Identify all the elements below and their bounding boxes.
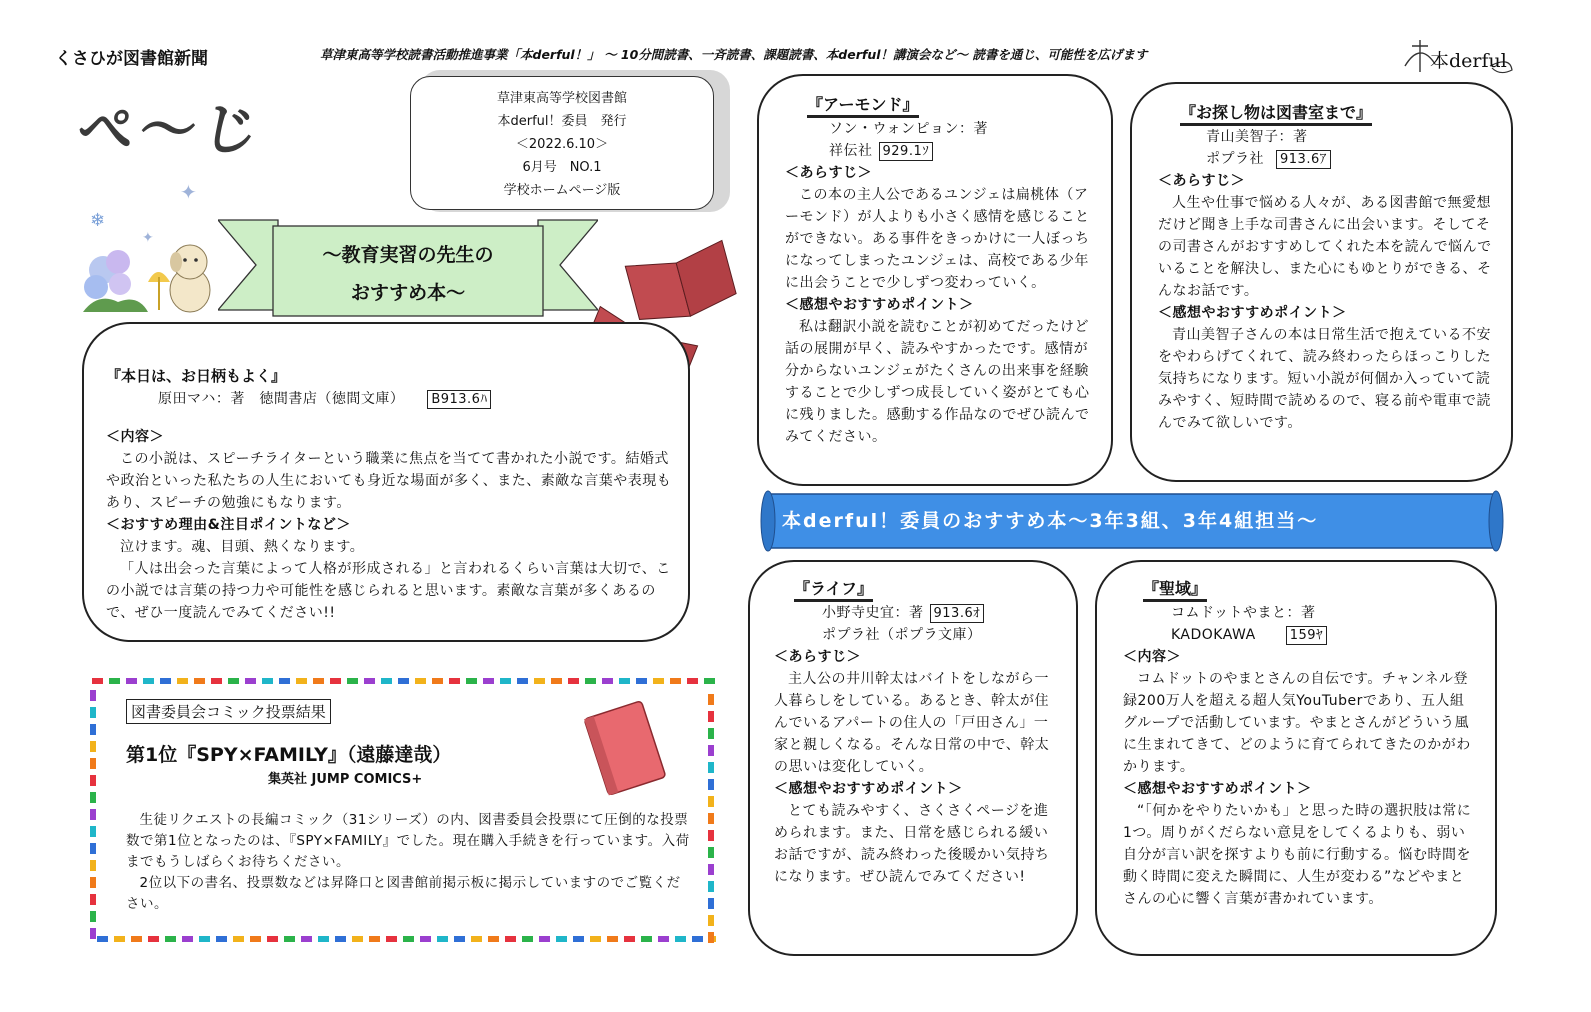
recommend-banner-text: 本derful！委員のおすすめ本～3年3組、3年4組担当～ [782, 510, 1319, 532]
confetti-piece [126, 678, 137, 684]
honderful-logo [1400, 36, 1520, 78]
sparkle-icon: ✦ [180, 180, 197, 204]
section-heading: ＜感想やおすすめポイント＞ [785, 297, 974, 313]
issue-date: ＜2022.6.10＞ [515, 137, 609, 152]
confetti-piece [284, 936, 295, 942]
confetti-piece [590, 936, 601, 942]
recommend-banner [756, 488, 1508, 554]
confetti-piece [330, 678, 341, 684]
book-title: 『聖域』 [1123, 576, 1475, 602]
confetti-piece [483, 678, 494, 684]
confetti-piece [90, 809, 96, 820]
book-card-honjitsu [82, 322, 690, 642]
book-author-publisher: 原田マハ：著 徳間書店（徳間文庫） [158, 391, 405, 407]
confetti-piece [636, 678, 647, 684]
confetti-piece [90, 911, 96, 922]
confetti-piece [708, 881, 714, 892]
book-author: ソン・ウォンピョン：著 [829, 121, 988, 137]
confetti-piece [301, 936, 312, 942]
confetti-piece [708, 830, 714, 841]
confetti-piece [381, 678, 392, 684]
book-card-life [748, 560, 1078, 956]
dog-icon [170, 245, 210, 312]
call-number: B913.6ﾊ [427, 390, 491, 409]
confetti-piece [90, 894, 96, 905]
book-summary: この本の主人公であるユンジェは扁桃体（アーモンド）が人よりも小さく感情を感じることができない。ある事件をきっかけに一人ぼっちになってしまったユンジェは、高校である少年に出会うことで少しずつ変わっていく。 [785, 187, 1090, 291]
sparkle-small-icon: ✦ [142, 230, 154, 246]
book-publisher: 祥伝社 [829, 143, 873, 159]
confetti-piece [182, 936, 193, 942]
confetti-piece [97, 936, 108, 942]
issue-info-line: 本derful！委員 発行 [497, 114, 627, 129]
newsletter-name: くさひが図書館新聞 [55, 49, 208, 69]
confetti-piece [415, 678, 426, 684]
confetti-piece [398, 678, 409, 684]
book-publisher: KADOKAWA [1171, 627, 1256, 643]
ribbon-line-2: おすすめ本～ [350, 282, 466, 304]
book-publisher-line [785, 140, 1095, 162]
confetti-piece [449, 678, 460, 684]
book-meta [106, 388, 676, 410]
section-heading: ＜おすすめ理由&注目ポイントなど＞ [106, 517, 351, 533]
confetti-piece [90, 826, 96, 837]
confetti-piece [90, 928, 96, 939]
confetti-piece [313, 678, 324, 684]
snowflake-icon: ❄ [90, 210, 106, 231]
book-author-line [774, 602, 1060, 624]
call-number: 913.6ｵ [930, 604, 985, 623]
header-tagline: 草津東高等学校読書活動推進事業「本derful！」 ～ 10分間読書、一斉読書、課題読書、本derful！講演会など～ 読書を通じ、可能性を広げます [320, 47, 1148, 62]
book-review: 私は翻訳小説を読むことが初めてだったけど話の展開が早く、読みやすかったです。感情が分からないユンジェがたくさんの出来事を経験することで少しずつ成長していく姿がとても心に残りました。感動する作品なのでぜひ読んでみてください。 [785, 319, 1090, 445]
confetti-piece [160, 678, 171, 684]
section-heading: ＜あらすじ＞ [785, 165, 872, 181]
confetti-piece [318, 936, 329, 942]
confetti-piece [109, 678, 120, 684]
confetti-piece [708, 728, 714, 739]
book-title: 『お探し物は図書室まで』 [1158, 100, 1492, 126]
confetti-piece [92, 678, 103, 684]
book-card-almond [757, 74, 1113, 486]
masthead-title-text: ぺ～じ [73, 97, 269, 163]
book-summary: 人生や仕事で悩める人々が、ある図書館で無愛想だけど聞き上手な司書さんに出会います。そしてその司書さんがおすすめしてくれた本を読んで悩んでいることを解決し、また心にもゆとりができる、そんなお話です。 [1158, 195, 1492, 299]
book-publisher: ポプラ社 [1206, 151, 1264, 167]
confetti-piece [708, 779, 714, 790]
confetti-piece [641, 936, 652, 942]
confetti-piece [675, 936, 686, 942]
comic-rank-title: 第1位『SPY×FAMILY』（遠藤達哉） [126, 744, 452, 766]
issue-info-line: 草津東高等学校図書館 [496, 91, 627, 106]
confetti-piece [708, 813, 714, 824]
section-heading: ＜内容＞ [1123, 649, 1181, 665]
confetti-piece [704, 678, 715, 684]
confetti-piece [90, 792, 96, 803]
confetti-piece [708, 745, 714, 756]
call-number: 929.1ｿ [879, 142, 934, 161]
confetti-piece [347, 678, 358, 684]
confetti-piece [488, 936, 499, 942]
confetti-piece [708, 847, 714, 858]
confetti-piece [194, 678, 205, 684]
confetti-piece [585, 678, 596, 684]
confetti-piece [90, 775, 96, 786]
confetti-piece [216, 936, 227, 942]
confetti-piece [245, 678, 256, 684]
confetti-piece [522, 936, 533, 942]
issue-edition: 学校ホームページ版 [503, 183, 621, 198]
confetti-piece [90, 877, 96, 888]
confetti-piece [500, 678, 511, 684]
confetti-piece [708, 932, 714, 943]
confetti-piece [619, 678, 630, 684]
confetti-piece [267, 936, 278, 942]
book-summary: 主人公の井川幹太はバイトをしながら一人暮らしをしている。あるとき、幹太が住んでいるアパートの住人の「戸田さん」一家と親しくなる。そんな日常の中で、幹太の思いは変化していく。 [774, 671, 1050, 775]
confetti-piece [708, 864, 714, 875]
confetti-piece [466, 678, 477, 684]
confetti-piece [708, 711, 714, 722]
confetti-piece [369, 936, 380, 942]
confetti-piece [148, 936, 159, 942]
issue-info-card [410, 76, 714, 210]
book-card-sagashimono [1130, 82, 1513, 482]
confetti-piece [624, 936, 635, 942]
confetti-piece [90, 860, 96, 871]
confetti-piece [568, 678, 579, 684]
confetti-piece [432, 678, 443, 684]
confetti-piece [262, 678, 273, 684]
section-heading: ＜感想やおすすめポイント＞ [1123, 781, 1312, 797]
confetti-piece [131, 936, 142, 942]
book-author: 青山美智子：著 [1206, 129, 1308, 145]
confetti-piece [687, 678, 698, 684]
confetti-piece [454, 936, 465, 942]
ribbon-banner [218, 212, 598, 322]
confetti-piece [556, 936, 567, 942]
book-card-seiiki [1095, 560, 1497, 956]
book-summary: この小説は、スピーチライターという職業に焦点を当てて書かれた小説です。結婚式や政治といった私たちの人生においても身近な場面が多く、また、素敵な言葉や表現もあり、スピーチの勉強にもなります。 [106, 451, 672, 511]
book-publisher-line [1123, 624, 1475, 646]
book-review: 青山美智子さんの本は日常生活で抱えている不安をやわらげてくれて、読み終わったらほっこりした気持ちになります。短い小説が何個か入っていて読みやすく、短時間で読めるので、寝る前や電車で読んでみて欲しいです。 [1158, 327, 1492, 431]
confetti-piece [708, 796, 714, 807]
book-publisher: ポプラ社（ポプラ文庫） [822, 627, 982, 643]
comic-vote-label: 図書委員会コミック投票結果 [126, 699, 331, 724]
masthead-title [73, 95, 398, 165]
confetti-piece [551, 678, 562, 684]
hydrangea-icon [83, 250, 148, 312]
confetti-piece [708, 694, 714, 705]
book-review: “「何かをやりたいかも」と思った時の選択肢は常に1つ。周りがくだらない意見をしてくるよりも、弱い自分が言い訳を探すよりも前に行動する。悩む時間を動く時間に変えた瞬間に、人生が変わる”などやまとさんの心に響く言葉が書かれています。 [1123, 803, 1472, 907]
confetti-piece [90, 741, 96, 752]
confetti-piece [602, 678, 613, 684]
confetti-piece [90, 707, 96, 718]
book-title: 『ライフ』 [774, 576, 1060, 602]
confetti-piece [658, 936, 669, 942]
section-heading: ＜感想やおすすめポイント＞ [1158, 305, 1347, 321]
confetti-piece [233, 936, 244, 942]
comic-book-icon [570, 698, 680, 798]
confetti-piece [211, 678, 222, 684]
confetti-piece [437, 936, 448, 942]
hydrangea-dog-illustration [78, 232, 228, 317]
book-review: とても読みやすく、さくさくページを進められます。また、日常を感じられる緩いお話ですが、読み終わった後暖かい気持ちになります。ぜひ読んでみてください! [774, 803, 1050, 885]
confetti-piece [692, 936, 703, 942]
confetti-piece [296, 678, 307, 684]
book-summary: コムドットのやまとさんの自伝です。チャンネル登録200万人を超える超人気YouTuberであり、五人組グループで活動しています。やまとさんがどういう風に生まれてきて、どのように育てられてきたのかがわかります。 [1123, 671, 1471, 775]
confetti-piece [177, 678, 188, 684]
book-review: 「人は出会った言葉によって人格が形成される」と言われるくらい言葉は大切で、この小説では言葉の持つ力や可能性を感じられると思います。素敵な言葉が多くあるので、ぜひ一度読んでみてください!! [106, 561, 671, 621]
logo-text: 本derful [1430, 50, 1507, 72]
confetti-piece [471, 936, 482, 942]
confetti-piece [90, 758, 96, 769]
confetti-piece [505, 936, 516, 942]
confetti-piece [114, 936, 125, 942]
confetti-piece [364, 678, 375, 684]
confetti-piece [653, 678, 664, 684]
confetti-piece [573, 936, 584, 942]
confetti-piece [708, 898, 714, 909]
confetti-piece [279, 678, 290, 684]
confetti-piece [607, 936, 618, 942]
issue-number: 6月号 NO.1 [522, 160, 602, 175]
book-author: 小野寺史宜：著 [822, 605, 924, 621]
section-heading: ＜内容＞ [106, 429, 164, 445]
book-author: コムドットやまと：著 [1171, 605, 1316, 621]
confetti-piece [90, 690, 96, 701]
section-heading: ＜あらすじ＞ [774, 649, 861, 665]
section-heading: ＜あらすじ＞ [1158, 173, 1245, 189]
confetti-piece [199, 936, 210, 942]
confetti-piece [708, 762, 714, 773]
confetti-piece [670, 678, 681, 684]
book-title: 『本日は、お日柄もよく』 [106, 367, 287, 385]
call-number: 159ﾔ [1286, 626, 1327, 645]
confetti-piece [90, 724, 96, 735]
comic-publisher: 集英社 JUMP COMICS+ [268, 772, 423, 787]
confetti-piece [386, 936, 397, 942]
confetti-piece [708, 915, 714, 926]
book-review: 泣けます。魂、目頭、熱くなります。 [120, 539, 365, 555]
book-title: 『アーモンド』 [785, 92, 1095, 118]
comic-description: 生徒リクエストの長編コミック（31シリーズ）の内、図書委員会投票にて圧倒的な投票数で第1位となったのは、『SPY×FAMILY』でした。現在購入手続きを行っています。入荷までもうしばらくお待ちください。 [126, 812, 690, 870]
umbrella-icon [148, 272, 170, 310]
confetti-piece [250, 936, 261, 942]
confetti-piece [539, 936, 550, 942]
confetti-piece [228, 678, 239, 684]
confetti-piece [352, 936, 363, 942]
confetti-piece [165, 936, 176, 942]
confetti-piece [403, 936, 414, 942]
call-number: 913.6ｱ [1276, 150, 1331, 169]
confetti-piece [534, 678, 545, 684]
book-publisher-line [1158, 148, 1492, 170]
confetti-piece [517, 678, 528, 684]
comic-note: 2位以下の書名、投票数などは昇降口と図書館前掲示板に掲示していますのでご覧ください。 [126, 875, 681, 912]
confetti-piece [90, 843, 96, 854]
ribbon-line-1: ～教育実習の先生の [322, 244, 494, 266]
confetti-piece [335, 936, 346, 942]
section-heading: ＜感想やおすすめポイント＞ [774, 781, 963, 797]
confetti-piece [143, 678, 154, 684]
confetti-piece [420, 936, 431, 942]
